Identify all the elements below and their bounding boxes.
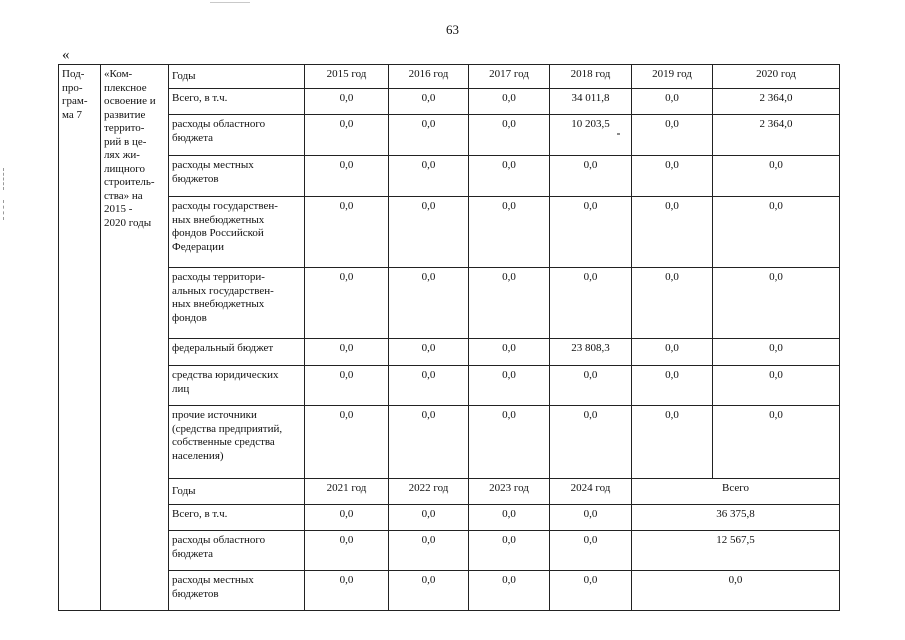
value-cell: 0,0 xyxy=(632,89,713,115)
value-cell: 0,0 xyxy=(632,339,713,366)
text-line: федеральный бюджет xyxy=(172,342,274,354)
value-cell: 0,0 xyxy=(305,571,389,611)
value-cell: 0,0 xyxy=(389,571,469,611)
table-row xyxy=(59,339,840,366)
value-cell: 0,0 xyxy=(632,268,713,339)
value-cell: 0,0 xyxy=(550,366,632,406)
text-line: рий в це- xyxy=(104,135,147,148)
total-value-cell: 0,0 xyxy=(632,571,840,611)
row-label xyxy=(169,571,305,611)
value-cell: 0,0 xyxy=(305,505,389,531)
value-cell: 0,0 xyxy=(713,339,840,366)
value-cell: 0,0 xyxy=(632,197,713,268)
value-cell: 0,0 xyxy=(713,406,840,479)
table-row xyxy=(59,531,840,571)
table-row xyxy=(59,406,840,479)
table-row xyxy=(59,115,840,156)
row-label xyxy=(169,197,305,268)
value-cell: 0,0 xyxy=(469,406,550,479)
row-label xyxy=(169,268,305,339)
table-row xyxy=(59,571,840,611)
row-label xyxy=(169,505,305,531)
text-line: плексное xyxy=(104,81,147,94)
value-cell: 34 011,8 xyxy=(550,89,632,115)
year-header: 2023 год xyxy=(469,479,550,505)
value-cell: 0,0 xyxy=(550,197,632,268)
value-cell: 2 364,0 xyxy=(713,115,840,156)
scan-edge-mark xyxy=(3,168,4,190)
text-line: ма 7 xyxy=(62,108,83,121)
opening-quote-mark: « xyxy=(62,47,70,63)
value-cell: 0,0 xyxy=(469,366,550,406)
text-line: средства юридических xyxy=(172,369,279,381)
text-line: населения) xyxy=(172,449,224,462)
row-label xyxy=(169,156,305,197)
value-cell: 0,0 xyxy=(550,406,632,479)
value-cell: 0,0 xyxy=(305,531,389,571)
text-line: собственные средства xyxy=(172,436,275,448)
text-line: лях жи- xyxy=(104,149,140,161)
value-cell: 0,0 xyxy=(305,156,389,197)
value-cell: 0,0 xyxy=(305,89,389,115)
subprogram-cell xyxy=(59,65,101,611)
header-row-2015-2020 xyxy=(59,65,840,89)
year-header: 2018 год xyxy=(550,65,632,89)
value-cell: 0,0 xyxy=(713,197,840,268)
value-cell: 0,0 xyxy=(389,197,469,268)
text-line: бюджетов xyxy=(172,587,219,600)
value-cell: 0,0 xyxy=(305,115,389,156)
value-cell: 23 808,3 xyxy=(550,339,632,366)
year-header: 2017 год xyxy=(469,65,550,89)
row-label xyxy=(169,366,305,406)
header-row-2021-2024 xyxy=(59,479,840,505)
value-cell: 0,0 xyxy=(550,571,632,611)
value-cell: 10 203,5 xyxy=(550,115,632,156)
table-row xyxy=(59,89,840,115)
value-cell: 0,0 xyxy=(389,339,469,366)
text-line: расходы областного xyxy=(172,118,266,130)
value-cell: 0,0 xyxy=(469,156,550,197)
value-cell: 0,0 xyxy=(550,156,632,197)
value-cell: 0,0 xyxy=(632,115,713,156)
total-value-cell: 12 567,5 xyxy=(632,531,840,571)
text-line: «Ком- xyxy=(104,68,133,80)
row-label xyxy=(169,89,305,115)
text-line: освоение и xyxy=(104,95,156,107)
total-value-cell: 36 375,8 xyxy=(632,505,840,531)
text-line: лищного xyxy=(104,162,145,175)
text-line: ных внебюджетных xyxy=(172,213,265,226)
value-cell: 0,0 xyxy=(713,156,840,197)
text-line: Под- xyxy=(62,68,85,80)
value-cell: 0,0 xyxy=(305,197,389,268)
text-line: Всего, в т.ч. xyxy=(172,508,228,520)
text-line: лиц xyxy=(172,382,190,395)
value-cell: 0,0 xyxy=(550,531,632,571)
text-line: расходы территори- xyxy=(172,271,265,283)
value-cell: 0,0 xyxy=(469,197,550,268)
text-line: (средства предприятий, xyxy=(172,422,283,435)
value-cell: 0,0 xyxy=(469,268,550,339)
value-cell: 2 364,0 xyxy=(713,89,840,115)
scan-edge-mark xyxy=(3,200,4,220)
row-label xyxy=(169,531,305,571)
text-line: бюджетов xyxy=(172,172,219,185)
scan-artifact xyxy=(210,2,250,3)
text-line: расходы государствен- xyxy=(172,200,278,212)
value-cell: 0,0 xyxy=(469,115,550,156)
table-row xyxy=(59,268,840,339)
value-cell: 0,0 xyxy=(469,89,550,115)
row-label xyxy=(169,406,305,479)
row-label xyxy=(169,339,305,366)
value-cell: 0,0 xyxy=(550,268,632,339)
text-line: Федерации xyxy=(172,240,224,253)
value-cell: 0,0 xyxy=(305,406,389,479)
value-cell: 0,0 xyxy=(389,366,469,406)
text-line: фондов xyxy=(172,311,207,324)
value-cell: 0,0 xyxy=(550,505,632,531)
text-line: прочие источники xyxy=(172,409,257,421)
value-cell: 0,0 xyxy=(632,366,713,406)
year-header: 2020 год xyxy=(713,65,840,89)
text-line: расходы местных xyxy=(172,159,254,171)
table-row xyxy=(59,156,840,197)
text-line: альных государствен- xyxy=(172,284,274,297)
text-line: террито- xyxy=(104,122,145,134)
table-row xyxy=(59,366,840,406)
year-header: 2016 год xyxy=(389,65,469,89)
value-cell: 0,0 xyxy=(389,531,469,571)
text-line: грам- xyxy=(62,95,88,107)
text-line: про- xyxy=(62,81,83,94)
text-line: развитие xyxy=(104,108,146,121)
text-line: Всего, в т.ч. xyxy=(172,92,228,104)
subprogram-name-cell xyxy=(101,65,169,611)
text-line: расходы местных xyxy=(172,574,254,586)
value-cell: 0,0 xyxy=(305,366,389,406)
value-cell: 0,0 xyxy=(389,89,469,115)
text-line: ства» на xyxy=(104,189,143,202)
year-header: 2024 год xyxy=(550,479,632,505)
years-header-label: Годы xyxy=(169,479,305,505)
text-line: бюджета xyxy=(172,547,214,560)
value-cell: 0,0 xyxy=(469,339,550,366)
value-cell: 0,0 xyxy=(389,156,469,197)
value-cell: 0,0 xyxy=(469,531,550,571)
value-cell: 0,0 xyxy=(632,156,713,197)
text-line: фондов Российской xyxy=(172,227,264,239)
row-label xyxy=(169,115,305,156)
year-header: 2019 год xyxy=(632,65,713,89)
text-line: 2020 годы xyxy=(104,216,152,229)
year-header: 2015 год xyxy=(305,65,389,89)
value-cell: 0,0 xyxy=(305,268,389,339)
value-cell: 0,0 xyxy=(389,406,469,479)
value-cell: 0,0 xyxy=(305,339,389,366)
table-row xyxy=(59,505,840,531)
value-cell: 0,0 xyxy=(389,115,469,156)
value-cell: 0,0 xyxy=(389,268,469,339)
text-line: строитель- xyxy=(104,176,155,188)
year-header: 2022 год xyxy=(389,479,469,505)
years-header-label: Годы xyxy=(169,65,305,89)
text-line: 2015 - xyxy=(104,203,133,215)
value-cell: 0,0 xyxy=(389,505,469,531)
table-row xyxy=(59,197,840,268)
year-header: 2021 год xyxy=(305,479,389,505)
page-number: 63 xyxy=(446,22,459,37)
text-line: ных внебюджетных xyxy=(172,298,265,310)
value-cell: 0,0 xyxy=(713,366,840,406)
value-cell: 0,0 xyxy=(469,505,550,531)
total-header: Всего xyxy=(632,479,840,505)
text-line: бюджета xyxy=(172,131,214,144)
value-cell: 0,0 xyxy=(713,268,840,339)
value-cell: 0,0 xyxy=(632,406,713,479)
text-line: расходы областного xyxy=(172,534,266,546)
value-cell: 0,0 xyxy=(469,571,550,611)
financing-table xyxy=(58,64,840,611)
